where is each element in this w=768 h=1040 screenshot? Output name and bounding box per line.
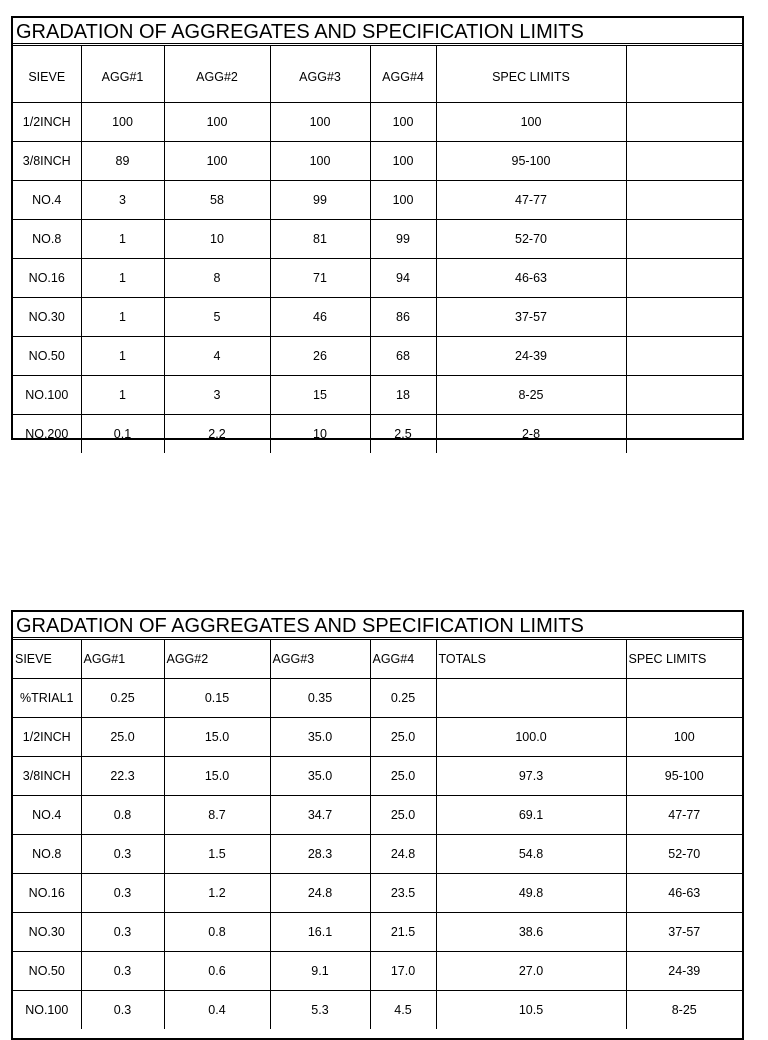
table-cell xyxy=(626,220,742,259)
table-cell xyxy=(626,415,742,454)
table-row xyxy=(13,679,742,718)
table-cell: 3/8INCH xyxy=(13,757,81,796)
table-row xyxy=(13,376,742,415)
table-cell: 1 xyxy=(81,376,164,415)
table-cell: 15 xyxy=(270,376,370,415)
gradation-table-1 xyxy=(11,16,744,440)
table-cell: 68 xyxy=(370,337,436,376)
table-cell: 95-100 xyxy=(626,757,742,796)
table-cell: 100 xyxy=(626,718,742,757)
table-cell: NO.50 xyxy=(13,952,81,991)
table-cell xyxy=(436,679,626,718)
table-row xyxy=(13,991,742,1030)
table-cell: 46-63 xyxy=(436,259,626,298)
column-header: AGG#4 xyxy=(370,640,436,679)
table-cell: 99 xyxy=(270,181,370,220)
table-cell xyxy=(626,337,742,376)
table-cell: 0.3 xyxy=(81,991,164,1030)
table-cell: 71 xyxy=(270,259,370,298)
table-cell: 97.3 xyxy=(436,757,626,796)
table-cell: 25.0 xyxy=(370,796,436,835)
table-cell: 28.3 xyxy=(270,835,370,874)
table-cell: 100 xyxy=(370,142,436,181)
column-header: SPEC LIMITS xyxy=(626,640,742,679)
table-cell: NO.16 xyxy=(13,259,81,298)
table-cell: 94 xyxy=(370,259,436,298)
column-header: AGG#1 xyxy=(81,640,164,679)
table-cell: 16.1 xyxy=(270,913,370,952)
table-cell: 81 xyxy=(270,220,370,259)
gradation-table-2 xyxy=(11,610,744,1040)
table-cell: 0.1 xyxy=(81,415,164,454)
table-cell: 0.3 xyxy=(81,952,164,991)
table-cell: 0.3 xyxy=(81,913,164,952)
table-cell: 2-8 xyxy=(436,415,626,454)
table-cell: 5.3 xyxy=(270,991,370,1030)
column-header: TOTALS xyxy=(436,640,626,679)
table-cell: 35.0 xyxy=(270,718,370,757)
table-cell: 24-39 xyxy=(626,952,742,991)
table-cell: 1 xyxy=(81,220,164,259)
table-cell xyxy=(626,259,742,298)
table-cell: 100 xyxy=(370,181,436,220)
table-cell: 100 xyxy=(270,103,370,142)
table-cell: 100 xyxy=(164,103,270,142)
table-cell: 100.0 xyxy=(436,718,626,757)
table-cell xyxy=(626,142,742,181)
table-cell: NO.8 xyxy=(13,220,81,259)
table-1-grid xyxy=(13,46,742,453)
table-cell: NO.100 xyxy=(13,376,81,415)
table-cell: 25.0 xyxy=(81,718,164,757)
table-cell: 89 xyxy=(81,142,164,181)
table-cell xyxy=(626,103,742,142)
table-cell xyxy=(626,376,742,415)
table-cell: 25.0 xyxy=(370,757,436,796)
table-cell: 21.5 xyxy=(370,913,436,952)
table-cell: 1 xyxy=(81,298,164,337)
table-cell: 37-57 xyxy=(436,298,626,337)
table-cell: 52-70 xyxy=(626,835,742,874)
table-cell: 8-25 xyxy=(436,376,626,415)
column-header: SIEVE xyxy=(13,46,81,103)
table-row xyxy=(13,181,742,220)
table-cell: 0.3 xyxy=(81,874,164,913)
table-cell: 10.5 xyxy=(436,991,626,1030)
table-cell xyxy=(626,679,742,718)
table-row xyxy=(13,835,742,874)
table-row xyxy=(13,757,742,796)
table-1-title: GRADATION OF AGGREGATES AND SPECIFICATION LIMITS xyxy=(13,18,742,46)
table-cell: 1/2INCH xyxy=(13,718,81,757)
table-cell: 99 xyxy=(370,220,436,259)
table-cell: NO.4 xyxy=(13,796,81,835)
column-header: AGG#3 xyxy=(270,46,370,103)
table-cell: NO.30 xyxy=(13,913,81,952)
table-cell: 4 xyxy=(164,337,270,376)
table-cell: 100 xyxy=(164,142,270,181)
table-cell: NO.50 xyxy=(13,337,81,376)
table-cell: 37-57 xyxy=(626,913,742,952)
table-cell: 8 xyxy=(164,259,270,298)
table-cell: 47-77 xyxy=(626,796,742,835)
table-cell: 8-25 xyxy=(671,1003,697,1017)
table-row xyxy=(13,103,742,142)
table-cell: 0.25 xyxy=(370,679,436,718)
table-cell: 1.5 xyxy=(164,835,270,874)
column-header xyxy=(626,46,742,103)
table-row xyxy=(13,718,742,757)
table-cell: 24.8 xyxy=(370,835,436,874)
table-cell: 0.8 xyxy=(164,913,270,952)
table-cell: %TRIAL1 xyxy=(13,679,81,718)
table-cell: 95-100 xyxy=(436,142,626,181)
table-cell: 38.6 xyxy=(436,913,626,952)
table-cell: NO.100 xyxy=(13,991,81,1030)
table-row xyxy=(13,874,742,913)
table-row xyxy=(13,259,742,298)
table-cell: 3/8INCH xyxy=(13,142,81,181)
table-cell: 8.7 xyxy=(164,796,270,835)
table-cell: 3 xyxy=(81,181,164,220)
table-cell: 2.2 xyxy=(164,415,270,454)
table-cell: 27.0 xyxy=(436,952,626,991)
table-cell xyxy=(626,298,742,337)
table-cell: 3 xyxy=(164,376,270,415)
table-cell: 1 xyxy=(81,337,164,376)
table-cell: 25.0 xyxy=(370,718,436,757)
table-row xyxy=(13,952,742,991)
table-cell: 10 xyxy=(270,415,370,454)
table-row xyxy=(13,298,742,337)
table-cell: 1/2INCH xyxy=(13,103,81,142)
column-header: SPEC LIMITS xyxy=(436,46,626,103)
column-header: AGG#1 xyxy=(81,46,164,103)
table-row xyxy=(13,142,742,181)
table-cell: 0.6 xyxy=(164,952,270,991)
table-cell: 15.0 xyxy=(164,757,270,796)
table-2-title: GRADATION OF AGGREGATES AND SPECIFICATION LIMITS xyxy=(13,612,742,640)
table-cell: 86 xyxy=(370,298,436,337)
table-cell: 46 xyxy=(270,298,370,337)
table-cell: 0.3 xyxy=(81,835,164,874)
table-cell: 1.2 xyxy=(164,874,270,913)
table-cell: 46-63 xyxy=(626,874,742,913)
column-header: AGG#2 xyxy=(164,46,270,103)
table-cell: NO.30 xyxy=(13,298,81,337)
table-cell: 0.15 xyxy=(164,679,270,718)
column-header: SIEVE xyxy=(13,640,81,679)
table-cell: 100 xyxy=(270,142,370,181)
table-cell: 69.1 xyxy=(436,796,626,835)
table-cell: 10 xyxy=(164,220,270,259)
table-row xyxy=(13,796,742,835)
table-cell: NO.8 xyxy=(13,835,81,874)
table-cell: 24-39 xyxy=(436,337,626,376)
table-cell: 17.0 xyxy=(370,952,436,991)
column-header: AGG#3 xyxy=(270,640,370,679)
header-row xyxy=(13,46,742,103)
table-cell: 49.8 xyxy=(436,874,626,913)
table-cell: NO.16 xyxy=(13,874,81,913)
table-cell: NO.200 xyxy=(13,415,81,454)
table-cell: 35.0 xyxy=(270,757,370,796)
table-cell: 15.0 xyxy=(164,718,270,757)
table-cell: 5 xyxy=(164,298,270,337)
table-cell: 47-77 xyxy=(436,181,626,220)
table-cell: 100 xyxy=(81,103,164,142)
table-cell: 23.5 xyxy=(370,874,436,913)
table-cell: 0.25 xyxy=(81,679,164,718)
table-cell: 4.5 xyxy=(370,991,436,1030)
table-cell: 22.3 xyxy=(81,757,164,796)
table-cell: 0.35 xyxy=(270,679,370,718)
table-cell: 9.1 xyxy=(270,952,370,991)
table-cell: 18 xyxy=(370,376,436,415)
table-cell xyxy=(626,181,742,220)
table-row xyxy=(13,337,742,376)
table-cell: 2.5 xyxy=(370,415,436,454)
table-cell: 58 xyxy=(164,181,270,220)
table-2-grid xyxy=(13,640,742,1029)
table-cell: 0.8 xyxy=(81,796,164,835)
table-cell: 52-70 xyxy=(436,220,626,259)
table-cell: 34.7 xyxy=(270,796,370,835)
table-cell: 1 xyxy=(81,259,164,298)
header-row xyxy=(13,640,742,679)
column-header: AGG#4 xyxy=(370,46,436,103)
table-cell: 0.4 xyxy=(164,991,270,1030)
table-row xyxy=(13,913,742,952)
table-cell: 24.8 xyxy=(270,874,370,913)
table-cell: 100 xyxy=(436,103,626,142)
table-cell: 100 xyxy=(370,103,436,142)
table-row xyxy=(13,415,742,454)
table-cell: 54.8 xyxy=(436,835,626,874)
table-row xyxy=(13,220,742,259)
table-cell: 26 xyxy=(270,337,370,376)
table-cell: NO.4 xyxy=(13,181,81,220)
column-header: AGG#2 xyxy=(164,640,270,679)
